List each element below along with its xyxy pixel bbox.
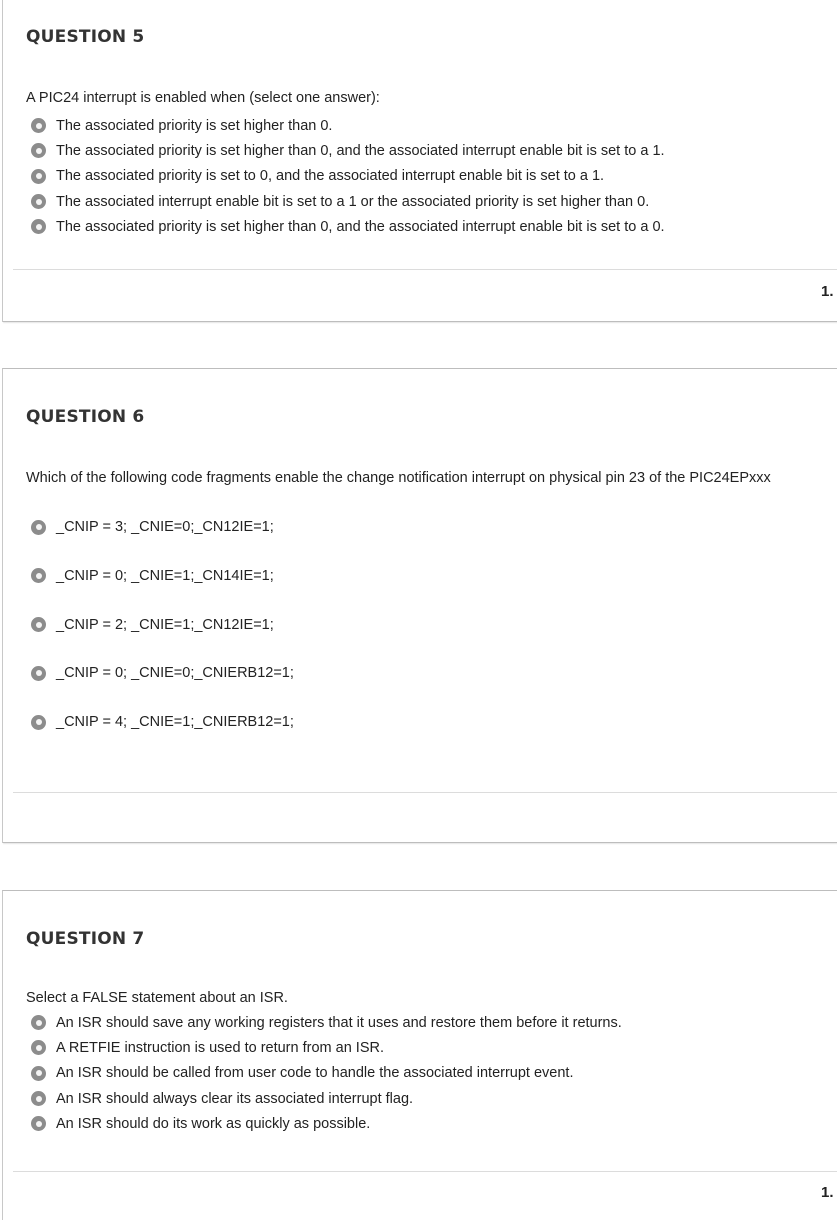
radio-button-icon[interactable] (31, 1015, 46, 1030)
question-6-option-1[interactable] (31, 515, 294, 539)
question-7-option-3[interactable] (31, 1061, 622, 1086)
radio-button-icon[interactable] (31, 194, 46, 209)
question-5-prompt: A PIC24 interrupt is enabled when (select one answer): (26, 90, 380, 106)
question-7-option-5[interactable] (31, 1111, 622, 1136)
question-7-prompt: Select a FALSE statement about an ISR. (26, 990, 288, 1006)
option-label: The associated priority is set higher than 0, and the associated interrupt enable bit is set to a 0. (56, 218, 665, 235)
radio-button-icon[interactable] (31, 520, 46, 535)
question-6-option-3[interactable] (31, 613, 294, 637)
question-7-option-4[interactable] (31, 1086, 622, 1111)
question-5-option-3[interactable] (31, 164, 665, 189)
radio-button-icon[interactable] (31, 617, 46, 632)
radio-button-icon[interactable] (31, 666, 46, 681)
question-6-divider (13, 792, 837, 793)
question-7-answers (31, 1010, 622, 1136)
option-label: The associated priority is set higher than 0, and the associated interrupt enable bit is set to a 1. (56, 142, 665, 159)
question-6-prompt: Which of the following code fragments enable the change notification interrupt on physical pin 23 of the PIC24EPxxx (26, 470, 771, 486)
card-bottom-border (3, 321, 837, 322)
question-5-option-4[interactable] (31, 189, 665, 214)
question-6-card (2, 368, 837, 843)
radio-button-icon[interactable] (31, 169, 46, 184)
question-5-option-1[interactable] (31, 113, 665, 138)
question-7-title: QUESTION 7 (26, 929, 145, 949)
question-6-option-4[interactable] (31, 661, 294, 685)
option-label: The associated priority is set higher than 0. (56, 117, 333, 134)
radio-button-icon[interactable] (31, 1040, 46, 1055)
radio-button-icon[interactable] (31, 118, 46, 133)
option-label: _CNIP = 2; _CNIE=1;_CN12IE=1; (56, 616, 274, 633)
option-label: An ISR should be called from user code to handle the associated interrupt event. (56, 1065, 574, 1082)
question-7-option-1[interactable] (31, 1010, 622, 1035)
option-label: The associated priority is set to 0, and the associated interrupt enable bit is set to a 1. (56, 168, 605, 185)
radio-button-icon[interactable] (31, 568, 46, 583)
question-6-title: QUESTION 6 (26, 407, 145, 427)
option-label: An ISR should do its work as quickly as possible. (56, 1115, 371, 1132)
option-label: _CNIP = 3; _CNIE=0;_CN12IE=1; (56, 519, 274, 535)
radio-button-icon[interactable] (31, 219, 46, 234)
question-7-divider (13, 1171, 837, 1172)
question-7-card (2, 890, 837, 1220)
question-6-answers (31, 515, 294, 734)
radio-button-icon[interactable] (31, 715, 46, 730)
question-5-option-5[interactable] (31, 214, 665, 239)
option-label: The associated interrupt enable bit is set to a 1 or the associated priority is set higher than 0. (56, 193, 650, 210)
option-label: _CNIP = 4; _CNIE=1;_CNIERB12=1; (56, 714, 294, 731)
question-5-answers (31, 113, 665, 239)
radio-button-icon[interactable] (31, 143, 46, 158)
radio-button-icon[interactable] (31, 1116, 46, 1131)
option-label: An ISR should save any working registers that it uses and restore them before it returns. (56, 1014, 622, 1031)
question-6-option-5[interactable] (31, 710, 294, 734)
question-7-option-2[interactable] (31, 1035, 622, 1060)
option-label: An ISR should always clear its associated interrupt flag. (56, 1090, 414, 1107)
option-label: _CNIP = 0; _CNIE=1;_CN14IE=1; (56, 567, 274, 584)
card-bottom-border (3, 842, 837, 843)
question-5-card (2, 0, 837, 322)
question-5-divider (13, 269, 837, 270)
option-label: _CNIP = 0; _CNIE=0;_CNIERB12=1; (56, 665, 294, 682)
question-7-points: 1. (821, 1184, 834, 1201)
question-6-option-2[interactable] (31, 564, 294, 588)
question-5-option-2[interactable] (31, 138, 665, 163)
option-label: A RETFIE instruction is used to return from an ISR. (56, 1039, 384, 1056)
question-5-points: 1. (821, 283, 834, 300)
question-5-title: QUESTION 5 (26, 27, 145, 47)
radio-button-icon[interactable] (31, 1091, 46, 1106)
radio-button-icon[interactable] (31, 1066, 46, 1081)
